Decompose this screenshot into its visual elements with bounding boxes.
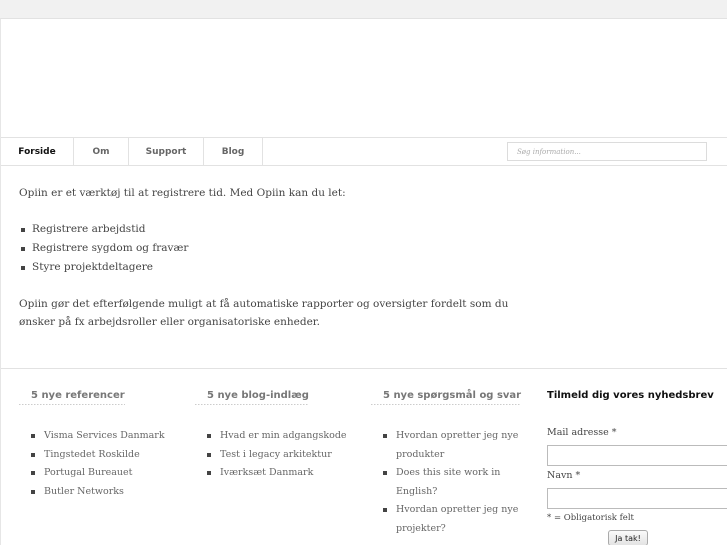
list-item — [29, 483, 199, 502]
list-item — [205, 446, 375, 465]
blog-link[interactable]: Test i legacy arkitektur — [220, 448, 332, 460]
nav-item-label: Blog — [221, 146, 245, 157]
blog-link[interactable]: Hvad er min adgangskode — [220, 430, 347, 441]
feature-list — [19, 220, 188, 277]
list-item — [29, 446, 199, 465]
reference-link[interactable]: Butler Networks — [44, 485, 124, 497]
list-item — [29, 427, 199, 446]
list-item — [205, 464, 375, 483]
name-field[interactable] — [547, 488, 727, 509]
list-item — [205, 427, 375, 446]
column-title: 5 nye referencer — [19, 390, 125, 405]
newsletter-title: Tilmeld dig vores nyhedsbrev — [547, 390, 714, 401]
header-banner — [1, 19, 727, 138]
reference-link[interactable]: Tingstedet Roskilde — [44, 448, 140, 460]
column-title: 5 nye blog-indlæg — [195, 390, 309, 405]
intro-text: Opiin er et værktøj til at registrere tid. Med Opiin kan du let: — [19, 187, 346, 199]
questions-list — [381, 427, 541, 538]
subscribe-button[interactable]: Ja tak! — [608, 530, 648, 545]
question-link[interactable]: Does this site work in English? — [396, 467, 501, 497]
page — [0, 18, 727, 545]
search-input[interactable] — [507, 142, 707, 161]
name-label: Navn * — [547, 470, 581, 481]
list-item — [381, 427, 541, 464]
references-list — [29, 427, 199, 501]
blog-link[interactable]: Iværksæt Danmark — [220, 467, 314, 478]
outro-text-line2: ønsker på fx arbejdsroller eller organisatoriske enheder. — [19, 316, 320, 328]
list-item: Registrere arbejdstid — [19, 220, 188, 239]
list-item — [381, 501, 541, 538]
reference-link[interactable]: Visma Services Danmark — [44, 430, 165, 441]
blog-list — [205, 427, 375, 483]
main-content — [1, 166, 727, 369]
column-title: 5 nye spørgsmål og svar — [371, 390, 521, 405]
email-label: Mail adresse * — [547, 427, 617, 438]
question-link[interactable]: Hvordan opretter jeg nye produkter — [396, 430, 519, 460]
main-nav — [1, 138, 727, 166]
required-note: * = Obligatorisk felt — [547, 513, 634, 523]
email-field[interactable] — [547, 445, 727, 466]
list-item — [381, 464, 541, 501]
nav-item-om[interactable] — [74, 138, 129, 165]
nav-item-blog[interactable] — [204, 138, 263, 165]
nav-item-support[interactable] — [129, 138, 204, 165]
list-item — [29, 464, 199, 483]
question-link[interactable]: Hvordan opretter jeg nye projekter? — [396, 504, 519, 534]
reference-link[interactable]: Portugal Bureauet — [44, 467, 133, 478]
nav-item-label: Support — [145, 146, 187, 157]
list-item: Styre projektdeltagere — [19, 258, 188, 277]
nav-item-forside[interactable] — [1, 138, 74, 165]
nav-item-label: Forside — [18, 146, 56, 157]
list-item: Registrere sygdom og fravær — [19, 239, 188, 258]
nav-item-label: Om — [92, 146, 110, 157]
outro-text-line1: Opiin gør det efterfølgende muligt at få automatiske rapporter og oversigter fordelt som du — [19, 298, 509, 310]
